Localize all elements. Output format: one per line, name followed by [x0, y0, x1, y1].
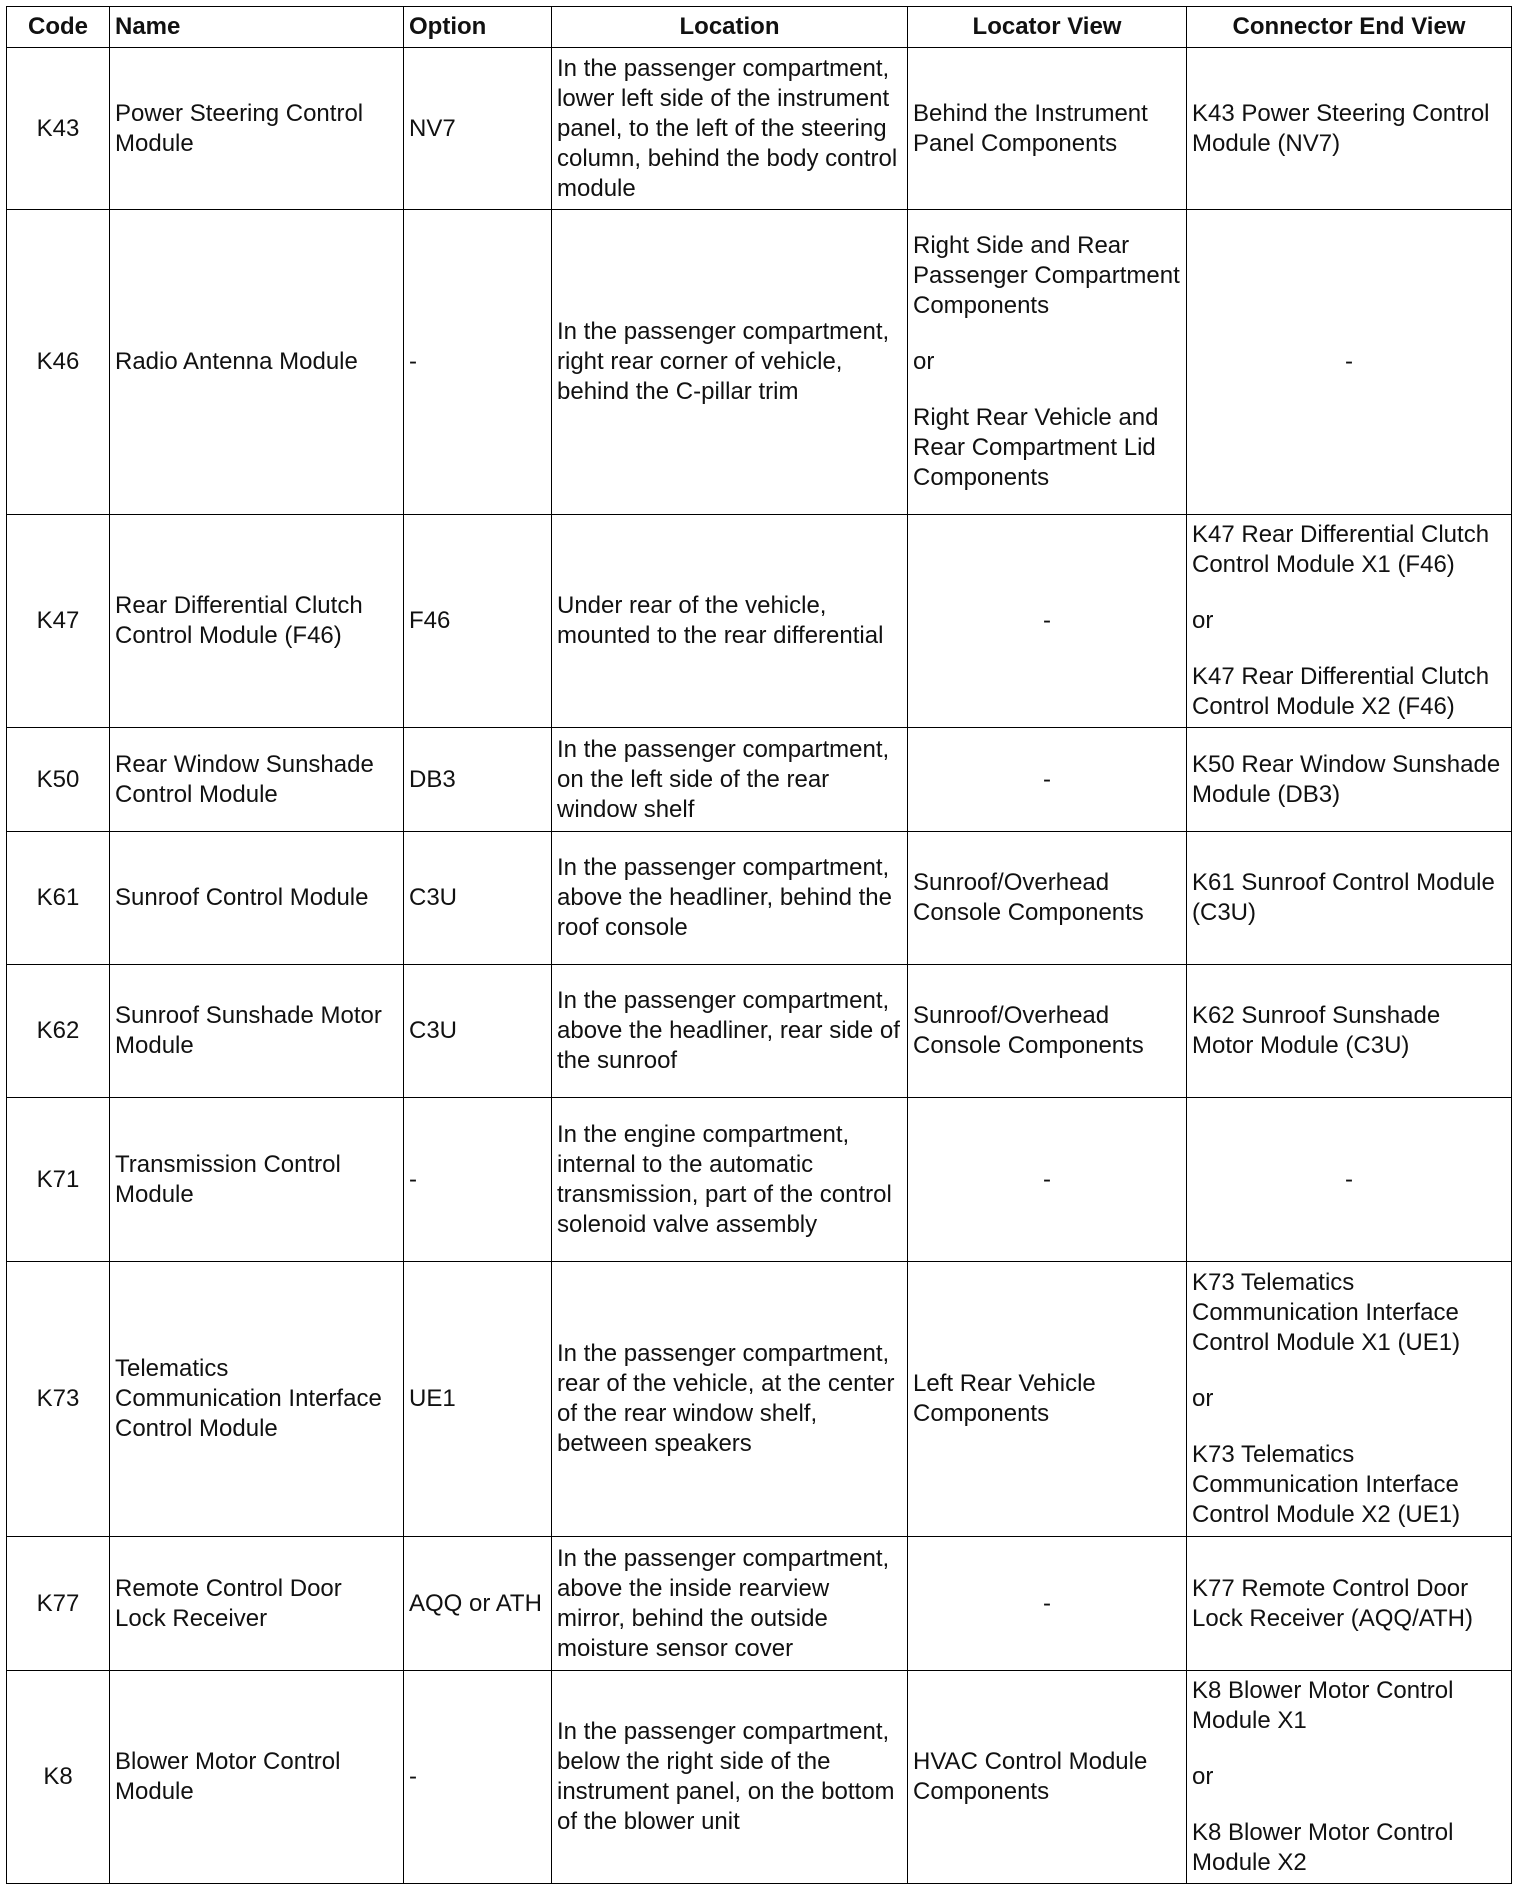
location-cell: In the passenger compartment, above the headliner, behind the roof console: [552, 832, 908, 965]
locator-view-cell: [908, 1537, 1187, 1671]
code-cell: K62: [7, 965, 110, 1098]
connector-end-view-cell: [1187, 210, 1512, 515]
code-cell: K43: [7, 48, 110, 210]
connector-end-view-text: or: [1192, 1763, 1214, 1790]
connector-end-view-cell: [1187, 1537, 1512, 1671]
name-cell: Sunroof Control Module: [110, 832, 404, 965]
location-cell: In the passenger compartment, rear of the vehicle, at the center of the rear window shelf, between speakers: [552, 1262, 908, 1537]
locator-view-text: Sunroof/Overhead Console Components: [913, 1002, 1144, 1059]
code-cell: K8: [7, 1671, 110, 1884]
locator-view-cell: [908, 1262, 1187, 1537]
table-row: [7, 1537, 1512, 1671]
header-name: Name: [110, 7, 404, 48]
locator-view-text: Right Rear Vehicle and Rear Compartment Lid Components: [913, 404, 1159, 491]
option-cell: AQQ or ATH: [404, 1537, 552, 1671]
location-cell: In the passenger compartment, lower left side of the instrument panel, to the left of the steering column, behind the body control module: [552, 48, 908, 210]
locator-view-text: -: [1043, 1165, 1051, 1193]
connector-end-view-text: K47 Rear Differential Clutch Control Module X2 (F46): [1192, 663, 1490, 720]
connector-end-view-cell: [1187, 1262, 1512, 1537]
locator-view-cell: [908, 1098, 1187, 1262]
header-option: Option: [404, 7, 552, 48]
location-cell: In the passenger compartment, below the right side of the instrument panel, on the bottom of the blower unit: [552, 1671, 908, 1884]
paragraph-gap: [913, 377, 1181, 403]
header-code: Code: [7, 7, 110, 48]
paragraph-gap: [913, 321, 1181, 347]
code-cell: K61: [7, 832, 110, 965]
locator-view-text: HVAC Control Module Components: [913, 1748, 1148, 1805]
paragraph-gap: [1192, 1792, 1506, 1818]
option-cell: NV7: [404, 48, 552, 210]
locator-view-text: -: [1043, 607, 1051, 634]
code-cell: K73: [7, 1262, 110, 1537]
paragraph-gap: [1192, 636, 1506, 662]
option-cell: C3U: [404, 832, 552, 965]
location-cell: In the engine compartment, internal to the automatic transmission, part of the control solenoid valve assembly: [552, 1098, 908, 1262]
table-row: [7, 965, 1512, 1098]
paragraph-gap: [1192, 1358, 1506, 1384]
table-row: [7, 1671, 1512, 1884]
name-cell: Radio Antenna Module: [110, 210, 404, 515]
option-cell: -: [404, 210, 552, 515]
name-cell: Telematics Communication Interface Control Module: [110, 1262, 404, 1537]
name-cell: Blower Motor Control Module: [110, 1671, 404, 1884]
paragraph-gap: [1192, 1414, 1506, 1440]
locator-view-text: Sunroof/Overhead Console Components: [913, 869, 1144, 926]
connector-end-view-text: K61 Sunroof Control Module (C3U): [1192, 869, 1495, 926]
table-row: [7, 832, 1512, 965]
code-cell: K46: [7, 210, 110, 515]
connector-end-view-text: K62 Sunroof Sunshade Motor Module (C3U): [1192, 1002, 1441, 1059]
name-cell: Transmission Control Module: [110, 1098, 404, 1262]
option-cell: -: [404, 1671, 552, 1884]
header-connector-end-view: Connector End View: [1187, 7, 1512, 48]
component-locator-table: [6, 6, 1512, 1884]
table-row: [7, 48, 1512, 210]
name-cell: Rear Differential Clutch Control Module (F46): [110, 515, 404, 728]
locator-view-cell: [908, 728, 1187, 832]
connector-end-view-text: or: [1192, 607, 1214, 634]
connector-end-view-cell: [1187, 832, 1512, 965]
header-location: Location: [552, 7, 908, 48]
locator-view-text: Behind the Instrument Panel Components: [913, 99, 1148, 157]
locator-view-cell: [908, 515, 1187, 728]
option-cell: -: [404, 1098, 552, 1262]
table-row: [7, 1262, 1512, 1537]
table-row: [7, 515, 1512, 728]
locator-view-cell: [908, 832, 1187, 965]
code-cell: K71: [7, 1098, 110, 1262]
locator-view-cell: [908, 1671, 1187, 1884]
locator-view-text: -: [1043, 1589, 1051, 1617]
locator-view-cell: [908, 965, 1187, 1098]
name-cell: Power Steering Control Module: [110, 48, 404, 210]
code-cell: K77: [7, 1537, 110, 1671]
connector-end-view-cell: [1187, 48, 1512, 210]
name-cell: Sunroof Sunshade Motor Module: [110, 965, 404, 1098]
connector-end-view-cell: [1187, 728, 1512, 832]
option-cell: DB3: [404, 728, 552, 832]
table-row: [7, 1098, 1512, 1262]
connector-end-view-text: K50 Rear Window Sunshade Module (DB3): [1192, 750, 1501, 808]
code-cell: K47: [7, 515, 110, 728]
connector-end-view-text: K73 Telematics Communication Interface Control Module X2 (UE1): [1192, 1441, 1461, 1528]
option-cell: C3U: [404, 965, 552, 1098]
option-cell: UE1: [404, 1262, 552, 1537]
header-locator-view: Locator View: [908, 7, 1187, 48]
table-row: [7, 210, 1512, 515]
connector-end-view-cell: [1187, 515, 1512, 728]
name-cell: Remote Control Door Lock Receiver: [110, 1537, 404, 1671]
option-cell: F46: [404, 515, 552, 728]
locator-view-text: -: [1043, 765, 1051, 793]
connector-end-view-text: K73 Telematics Communication Interface Control Module X1 (UE1): [1192, 1269, 1461, 1356]
locator-view-text: or: [913, 348, 935, 375]
locator-view-text: Left Rear Vehicle Components: [913, 1370, 1096, 1427]
paragraph-gap: [1192, 580, 1506, 606]
table-row: [7, 728, 1512, 832]
locator-view-cell: [908, 48, 1187, 210]
code-cell: K50: [7, 728, 110, 832]
connector-end-view-cell: [1187, 965, 1512, 1098]
paragraph-gap: [1192, 1736, 1506, 1762]
header-row: [7, 7, 1512, 48]
location-cell: In the passenger compartment, above the headliner, rear side of the sunroof: [552, 965, 908, 1098]
connector-end-view-cell: [1187, 1671, 1512, 1884]
location-cell: Under rear of the vehicle, mounted to the rear differential: [552, 515, 908, 728]
connector-end-view-text: K77 Remote Control Door Lock Receiver (AQQ/ATH): [1192, 1574, 1473, 1632]
locator-view-cell: [908, 210, 1187, 515]
connector-end-view-text: K47 Rear Differential Clutch Control Module X1 (F46): [1192, 521, 1490, 578]
location-cell: In the passenger compartment, right rear corner of vehicle, behind the C-pillar trim: [552, 210, 908, 515]
connector-end-view-cell: [1187, 1098, 1512, 1262]
connector-end-view-text: K8 Blower Motor Control Module X1: [1192, 1677, 1454, 1734]
connector-end-view-text: -: [1345, 348, 1353, 375]
locator-view-text: Right Side and Rear Passenger Compartment Components: [913, 232, 1180, 319]
connector-end-view-text: K43 Power Steering Control Module (NV7): [1192, 99, 1490, 157]
location-cell: In the passenger compartment, above the inside rearview mirror, behind the outside moisture sensor cover: [552, 1537, 908, 1671]
location-cell: In the passenger compartment, on the left side of the rear window shelf: [552, 728, 908, 832]
connector-end-view-text: K8 Blower Motor Control Module X2: [1192, 1819, 1454, 1876]
connector-end-view-text: -: [1345, 1165, 1353, 1193]
name-cell: Rear Window Sunshade Control Module: [110, 728, 404, 832]
connector-end-view-text: or: [1192, 1385, 1214, 1412]
